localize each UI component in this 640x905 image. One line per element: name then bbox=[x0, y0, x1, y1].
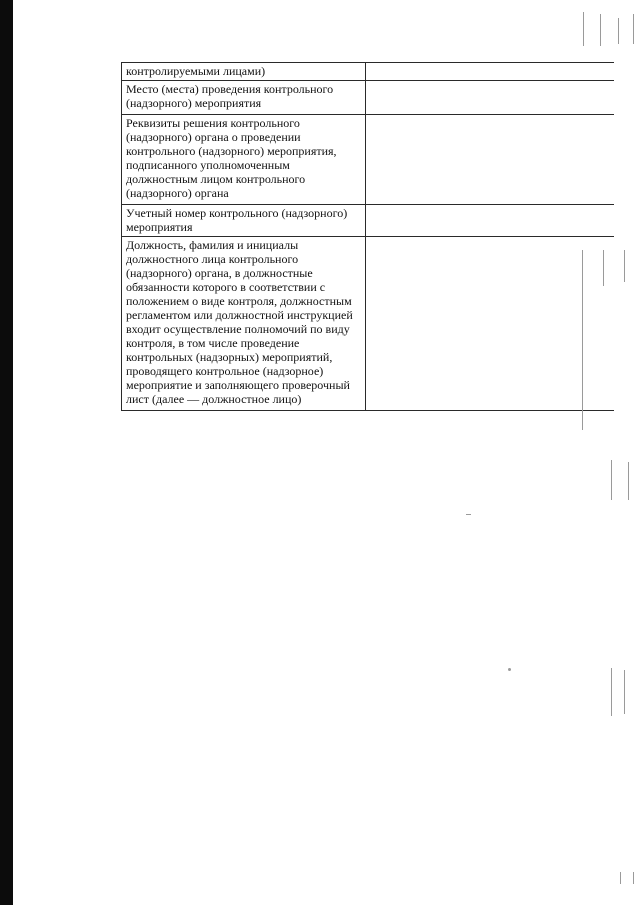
row-label: контролируемыми лицами) bbox=[122, 63, 366, 81]
scan-noise-mark bbox=[583, 12, 584, 46]
row-value bbox=[366, 205, 615, 237]
scan-noise-mark bbox=[633, 14, 634, 44]
scan-noise-mark bbox=[624, 250, 625, 282]
checklist-details-table bbox=[121, 62, 614, 411]
scan-noise-mark bbox=[628, 462, 629, 500]
scan-noise-mark bbox=[620, 872, 621, 884]
scan-noise-mark bbox=[603, 250, 604, 286]
row-value bbox=[366, 115, 615, 205]
table-row bbox=[122, 237, 615, 411]
row-value bbox=[366, 63, 615, 81]
table-row bbox=[122, 115, 615, 205]
row-label: Должность, фамилия и инициалы должностного лица контрольного (надзорного) органа, в должностные обязанности которого в соответствии с положением о виде контроля, должностным регламентом или должностной инструкцией входит осуществление полномочий по виду контроля, в том числе проведение контрольных (надзорных) мероприятий, проводящего контрольное (надзорное) мероприятие и заполняющего проверочный лист (далее — должностное лицо) bbox=[122, 237, 366, 411]
table-row bbox=[122, 81, 615, 115]
row-label: Учетный номер контрольного (надзорного) мероприятия bbox=[122, 205, 366, 237]
scan-noise-mark bbox=[508, 668, 511, 671]
scan-edge-shadow bbox=[0, 0, 13, 905]
scan-noise-mark bbox=[582, 250, 583, 430]
scan-noise-mark bbox=[624, 670, 625, 714]
table-row bbox=[122, 205, 615, 237]
row-value bbox=[366, 237, 615, 411]
scan-noise-mark bbox=[466, 514, 471, 515]
row-label: Реквизиты решения контрольного (надзорного) органа о проведении контрольного (надзорного) мероприятия, подписанного уполномоченным должностным лицом контрольного (надзорного) органа bbox=[122, 115, 366, 205]
scan-noise-mark bbox=[611, 668, 612, 716]
scan-noise-mark bbox=[633, 872, 634, 884]
scan-noise-mark bbox=[611, 460, 612, 500]
table-row bbox=[122, 63, 615, 81]
row-value bbox=[366, 81, 615, 115]
scan-noise-mark bbox=[618, 18, 619, 44]
scan-noise-mark bbox=[600, 14, 601, 46]
row-label: Место (места) проведения контрольного (надзорного) мероприятия bbox=[122, 81, 366, 115]
